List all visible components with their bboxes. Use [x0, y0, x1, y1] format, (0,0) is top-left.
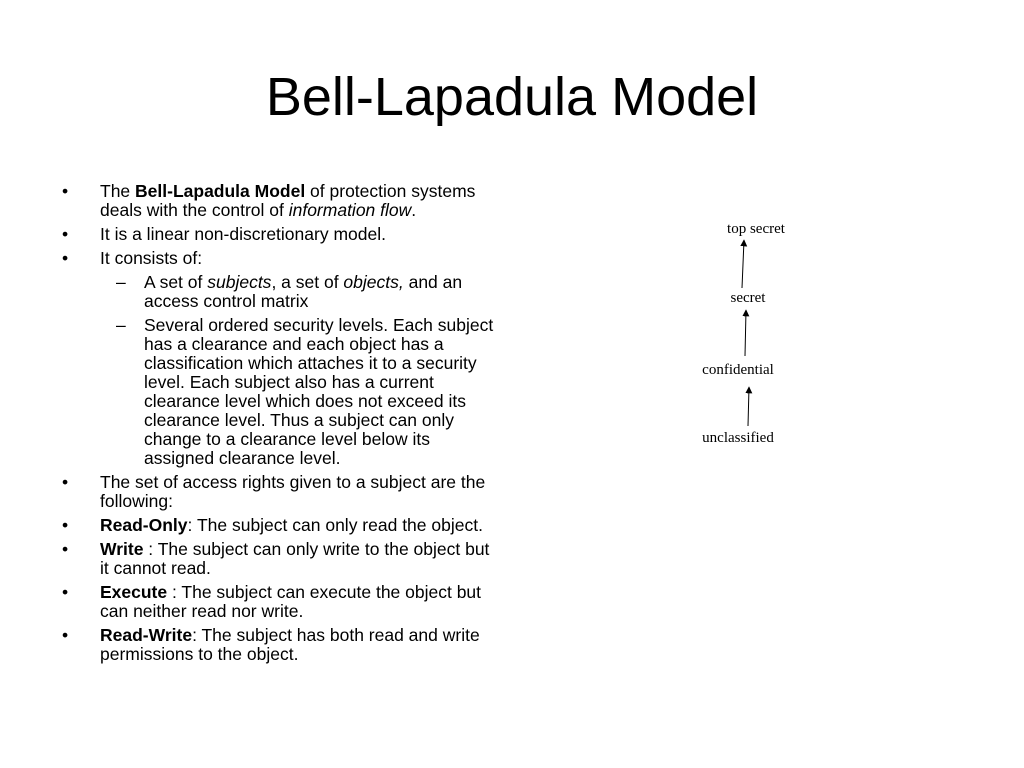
bullet-bold-text: Read-Only: [100, 515, 188, 535]
bullet-text: The: [100, 181, 136, 201]
sub-bullet-marker: –: [116, 272, 126, 292]
bullet-text: : The subject can execute the object but can neither read nor write.: [100, 582, 482, 621]
bullet-item: [62, 249, 502, 268]
bullet-bold-text: Write: [100, 539, 144, 559]
bullet-item: [62, 583, 502, 621]
bullet-italic-text: information flow: [288, 200, 412, 220]
bullet-item: [62, 182, 502, 220]
bullet-bold-text: Bell-Lapadula Model: [135, 181, 306, 201]
bullet-bold-text: Execute: [100, 582, 168, 602]
bullet-marker: •: [62, 224, 69, 244]
bullet-marker: •: [62, 539, 69, 559]
bullet-italic-text: subjects: [207, 272, 272, 292]
bullet-item: [62, 473, 502, 511]
bullet-list: [62, 182, 502, 669]
bullet-item: [62, 626, 502, 664]
arrow-secret-to-top-secret: [742, 240, 744, 288]
bullet-text: Several ordered security levels. Each subject has a clearance and each object has a classification which attaches it to a security level. Each subject also has a current clearance level which does not exceed its clearance level. Thus a subject can only change to a clearance level below its assigned clearance level.: [144, 315, 494, 468]
bullet-text: The set of access rights given to a subject are the following:: [100, 472, 486, 511]
bullet-text: , a set of: [271, 272, 344, 292]
bullet-marker: •: [62, 515, 69, 535]
bullet-text: : The subject has both read and write permissions to the object.: [100, 625, 480, 664]
bullet-marker: •: [62, 625, 69, 645]
sub-bullet-item: [62, 273, 502, 311]
level-unclassified: unclassified: [702, 430, 774, 446]
sub-bullet-marker: –: [116, 315, 126, 335]
bullet-text: It consists of:: [100, 248, 203, 268]
level-confidential: confidential: [702, 362, 774, 378]
slide-title: Bell-Lapadula Model: [265, 67, 759, 127]
bullet-italic-text: objects,: [343, 272, 404, 292]
bullet-bold-text: Read-Write: [100, 625, 193, 645]
security-levels-diagram: [660, 210, 860, 460]
bullet-text: : The subject can only read the object.: [187, 515, 483, 535]
bullet-marker: •: [62, 582, 69, 602]
level-top-secret: top secret: [727, 221, 785, 237]
arrow-unclassified-to-confidential: [748, 387, 749, 426]
bullet-text: of protection systems deals with the control of: [100, 181, 476, 220]
bullet-text: .: [411, 200, 417, 220]
sub-bullet-item: [62, 316, 502, 468]
bullet-item: [62, 225, 502, 244]
bullet-marker: •: [62, 181, 69, 201]
bullet-text: : The subject can only write to the object but it cannot read.: [100, 539, 490, 578]
bullet-text: and an access control matrix: [144, 272, 463, 311]
bullet-marker: •: [62, 472, 69, 492]
bullet-item: [62, 540, 502, 578]
bullet-text: A set of: [144, 272, 208, 292]
level-secret: secret: [730, 290, 766, 306]
bullet-text: It is a linear non-discretionary model.: [100, 224, 386, 244]
bullet-marker: •: [62, 248, 69, 268]
bullet-item: [62, 516, 502, 535]
arrow-confidential-to-secret: [745, 310, 746, 356]
